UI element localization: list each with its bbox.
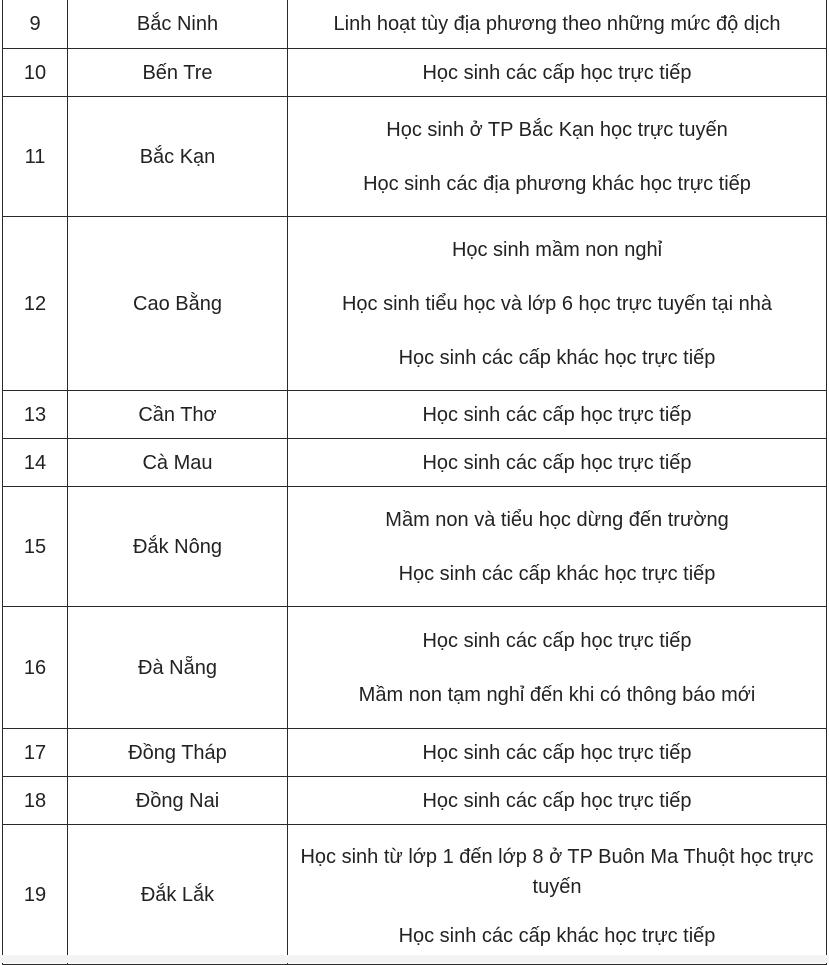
table-row — [3, 607, 827, 729]
row-number: 15 — [3, 487, 68, 607]
learning-mode-line: Học sinh các cấp học trực tiếp — [422, 451, 692, 474]
province-name: Bến Tre — [68, 49, 288, 97]
table-row — [3, 0, 827, 49]
learning-mode — [288, 607, 827, 729]
row-number: 19 — [3, 825, 68, 965]
row-number: 16 — [3, 607, 68, 729]
learning-mode — [288, 217, 827, 391]
learning-mode-line: Học sinh các cấp học trực tiếp — [422, 741, 692, 764]
table-row — [3, 439, 827, 487]
learning-mode-line: Linh hoạt tùy địa phương theo những mức độ dịch — [333, 12, 781, 35]
learning-mode-line: Học sinh các địa phương khác học trực tiếp — [363, 172, 751, 195]
table-row — [3, 97, 827, 217]
table-row — [3, 777, 827, 825]
row-number: 13 — [3, 391, 68, 439]
table-row — [3, 217, 827, 391]
table-row — [3, 391, 827, 439]
table-row — [3, 729, 827, 777]
row-number: 9 — [3, 0, 68, 49]
schedule-table — [2, 0, 827, 965]
table-row — [3, 49, 827, 97]
row-number: 17 — [3, 729, 68, 777]
learning-mode-line: Học sinh các cấp học trực tiếp — [422, 61, 692, 84]
province-name: Bắc Ninh — [68, 0, 288, 49]
learning-mode-line: Mầm non và tiểu học dừng đến trường — [385, 508, 729, 531]
province-name: Đồng Nai — [68, 777, 288, 825]
learning-mode — [288, 49, 827, 97]
page-bottom-strip — [0, 955, 829, 963]
learning-mode-line: Mầm non tạm nghỉ đến khi có thông báo mới — [358, 683, 756, 706]
learning-mode-line: Học sinh các cấp khác học trực tiếp — [398, 346, 716, 369]
learning-mode-line: Học sinh các cấp học trực tiếp — [422, 789, 692, 812]
province-name: Đồng Tháp — [68, 729, 288, 777]
learning-mode-line: Học sinh các cấp khác học trực tiếp — [398, 924, 716, 947]
learning-mode — [288, 729, 827, 777]
learning-mode — [288, 439, 827, 487]
province-name: Đắk Nông — [68, 487, 288, 607]
learning-mode — [288, 97, 827, 217]
learning-mode — [288, 777, 827, 825]
learning-mode — [288, 391, 827, 439]
learning-mode-line: Học sinh mầm non nghỉ — [451, 238, 663, 261]
learning-mode-line: Học sinh ở TP Bắc Kạn học trực tuyến — [386, 118, 728, 141]
learning-mode-line: Học sinh các cấp học trực tiếp — [422, 629, 692, 652]
learning-mode-line: Học sinh tiểu học và lớp 6 học trực tuyến tại nhà — [341, 292, 773, 315]
province-name: Đà Nẵng — [68, 607, 288, 729]
learning-mode — [288, 487, 827, 607]
learning-mode — [288, 0, 827, 49]
learning-mode-line: Học sinh các cấp khác học trực tiếp — [398, 562, 716, 585]
learning-mode — [288, 825, 827, 965]
row-number: 12 — [3, 217, 68, 391]
row-number: 11 — [3, 97, 68, 217]
province-name: Đắk Lắk — [68, 825, 288, 965]
province-name: Cà Mau — [68, 439, 288, 487]
row-number: 10 — [3, 49, 68, 97]
learning-mode-line: Học sinh từ lớp 1 đến lớp 8 ở TP Buôn Ma Thuột học trực tuyến — [300, 845, 814, 898]
province-name: Cao Bằng — [68, 217, 288, 391]
table-row — [3, 487, 827, 607]
province-name: Cần Thơ — [68, 391, 288, 439]
learning-mode-line: Học sinh các cấp học trực tiếp — [422, 403, 692, 426]
row-number: 18 — [3, 777, 68, 825]
table-row — [3, 825, 827, 965]
row-number: 14 — [3, 439, 68, 487]
province-name: Bắc Kạn — [68, 97, 288, 217]
